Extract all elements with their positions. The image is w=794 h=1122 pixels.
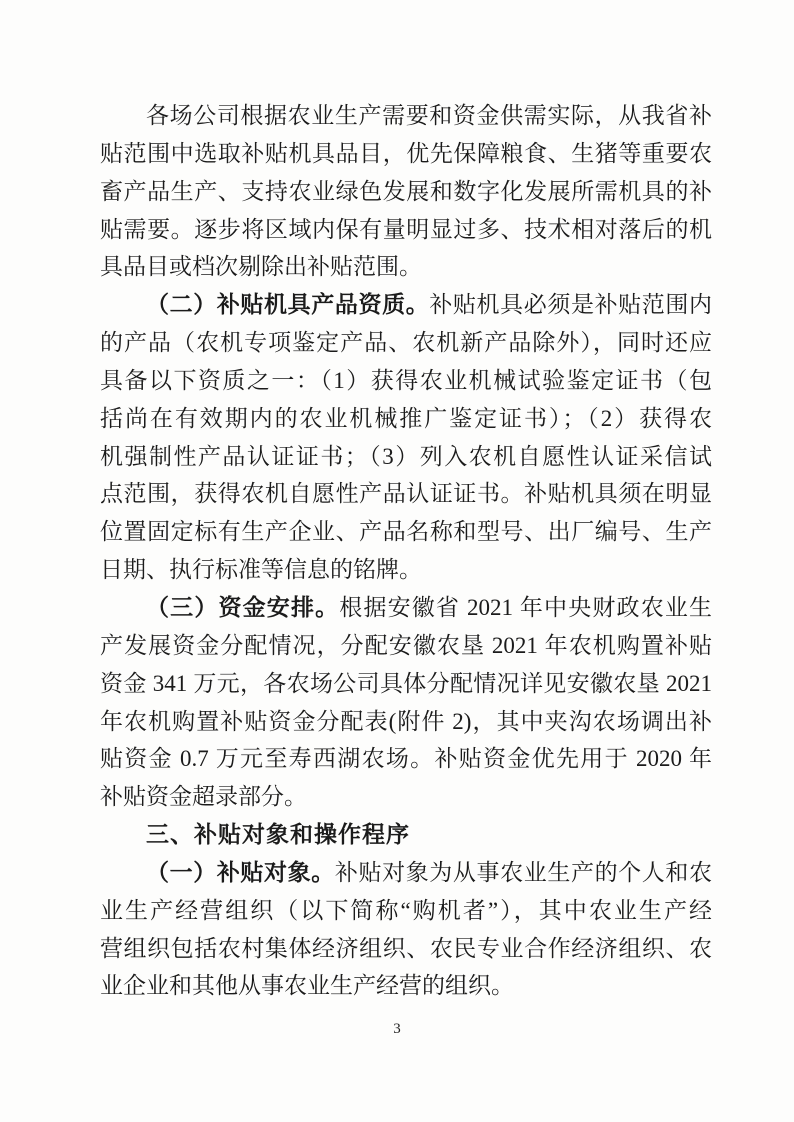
- text-run: 具品目或档次剔除出补贴范围。: [100, 254, 422, 280]
- text-run: 补贴资金超录部分。: [100, 784, 307, 810]
- text-line: [100, 778, 712, 816]
- text-run: 具备以下资质之一：（1）获得农业机械试验鉴定证书（包: [100, 367, 712, 393]
- text-line: [100, 627, 712, 665]
- text-line: [100, 362, 712, 400]
- text-line: [100, 173, 712, 211]
- text-line: [100, 967, 712, 1005]
- text-line: [100, 854, 712, 892]
- text-run: 营组织包括农村集体经济组织、农民专业合作经济组织、农: [100, 935, 712, 961]
- text-run: 贴范围中选取补贴机具品目，优先保障粮食、生猪等重要农: [100, 140, 712, 166]
- text-run: 年农机购置补贴资金分配表(附件 2)，其中夹沟农场调出补: [100, 708, 712, 734]
- text-run: 畜产品生产、支持农业绿色发展和数字化发展所需机具的补: [100, 178, 712, 204]
- text-line: [100, 892, 712, 930]
- text-line: [100, 324, 712, 362]
- text-line: [100, 211, 712, 249]
- text-line: [100, 475, 712, 513]
- text-run: 产发展资金分配情况，分配安徽农垦 2021 年农机购置补贴: [100, 632, 712, 658]
- text-run: 的产品（农机专项鉴定产品、农机新产品除外），同时还应: [100, 330, 712, 356]
- text-line: [100, 135, 712, 173]
- text-line: [100, 740, 712, 778]
- bold-run: （二）补贴机具产品资质。: [146, 292, 430, 318]
- text-block: [100, 97, 712, 1005]
- heading-run: 三、补贴对象和操作程序: [146, 821, 410, 848]
- text-run: 业生产经营组织（以下简称“购机者”），其中农业生产经: [100, 897, 712, 923]
- text-run: 机强制性产品认证证书；（3）列入农机自愿性认证采信试: [100, 443, 712, 469]
- paragraph-subsidy-targets: [100, 854, 712, 1005]
- text-line: [100, 400, 712, 438]
- text-run: 资金 341 万元，各农场公司具体分配情况详见安徽农垦 2021: [100, 670, 712, 696]
- text-run: 根据安徽省 2021 年中央财政农业生: [339, 594, 712, 620]
- text-run: 贴需要。逐步将区域内保有量明显过多、技术相对落后的机: [100, 216, 712, 242]
- paragraph-product-qualification: [100, 286, 712, 589]
- paragraph-fund-arrangement: [100, 589, 712, 816]
- text-run: 业企业和其他从事农业生产经营的组织。: [100, 973, 514, 999]
- page-number: 3: [393, 1021, 401, 1037]
- section-heading: [100, 816, 712, 854]
- bold-run: （一）补贴对象。: [146, 859, 335, 885]
- text-run: 贴资金 0.7 万元至寿西湖农场。补贴资金优先用于 2020 年: [100, 746, 712, 772]
- text-line: [100, 930, 712, 968]
- text-line: [100, 551, 712, 589]
- text-line: [100, 286, 712, 324]
- text-run: 日期、执行标准等信息的铭牌。: [100, 557, 422, 583]
- bold-run: （三）资金安排。: [146, 594, 340, 620]
- text-run: 补贴对象为从事农业生产的个人和农: [334, 859, 712, 885]
- text-run: 位置固定标有生产企业、产品名称和型号、出厂编号、生产: [100, 519, 712, 545]
- text-line: [100, 248, 712, 286]
- section-heading-subsidy-targets: [100, 816, 712, 854]
- text-line: [100, 703, 712, 741]
- text-line: [100, 589, 712, 627]
- text-line: [100, 513, 712, 551]
- text-line: [100, 97, 712, 135]
- text-run: 括尚在有效期内的农业机械推广鉴定证书）；（2）获得农: [100, 405, 712, 431]
- text-line: [100, 665, 712, 703]
- text-run: 各场公司根据农业生产需要和资金供需实际，从我省补: [146, 103, 712, 128]
- paragraph-machine-selection: [100, 97, 712, 286]
- text-run: 点范围，获得农机自愿性产品认证证书。补贴机具须在明显: [100, 481, 712, 507]
- text-line: [100, 438, 712, 476]
- text-run: 补贴机具必须是补贴范围内: [429, 292, 712, 318]
